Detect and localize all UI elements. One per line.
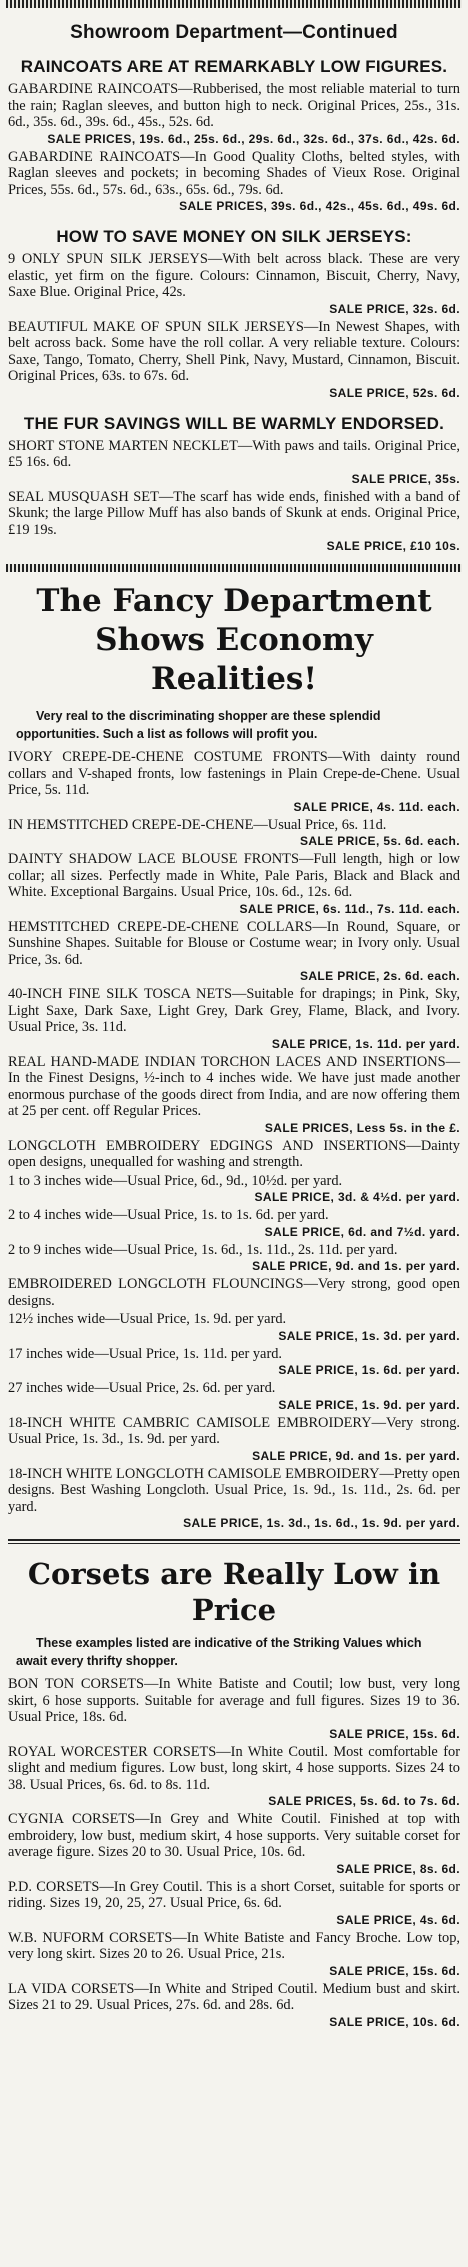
- top-border: [6, 0, 462, 8]
- item-text: IN HEMSTITCHED CREPE-DE-CHENE—Usual Price, 6s. 11d.: [8, 816, 387, 833]
- sale-price: SALE PRICE, 1s. 11d. per yard.: [271, 1036, 460, 1051]
- item-text: W.B. NUFORM CORSETS—In White Batiste and Fancy Broche. Low top, very long skirt. Sizes 20 to 26. Usual Price, 21s.: [8, 1929, 460, 1962]
- list-item: [8, 438, 460, 487]
- sale-price: SALE PRICE, 15s. 6d.: [329, 1963, 460, 1978]
- item-text: IVORY CREPE-DE-CHENE COSTUME FRONTS—With dainty round collars and V-shaped fronts, low fastenings in Plain Crepe-de-Chene. Usual Price, 5s. 11d.: [8, 749, 460, 798]
- list-item: [8, 81, 460, 147]
- item-text: 18-INCH WHITE LONGCLOTH CAMISOLE EMBROIDERY—Pretty open designs. Best Washing Longcloth. Usual Price, 1s. 9d., 1s. 11d., 2s. 6d. per yard.: [8, 1465, 460, 1515]
- list-item: [8, 251, 460, 317]
- list-item: [8, 919, 460, 985]
- item-text: 9 ONLY SPUN SILK JERSEYS—With belt across black. These are very elastic, yet firm on the figure. Colours: Cinnamon, Biscuit, Cherry, Navy, Saxe Blue. Original Price, 42s.: [8, 251, 460, 300]
- corsets-title: Corsets are Really Low in Price: [27, 1557, 441, 1627]
- item-text: LA VIDA CORSETS—In White and Striped Coutil. Medium bust and skirt. Sizes 21 to 29. Usual Prices, 27s. 6d. and 28s. 6d.: [8, 1980, 460, 2013]
- showroom-title: Showroom Department—Continued: [70, 22, 398, 43]
- list-item: [8, 851, 460, 917]
- item-text: REAL HAND-MADE INDIAN TORCHON LACES AND INSERTIONS—In the Finest Designs, ½-inch to 4 inches wide. We have just made another enormous purchase of the goods direct from India, and are now offering them at 25 per cent. off Regular Prices.: [8, 1053, 460, 1119]
- list-item: [8, 1930, 460, 1979]
- raincoats-heading: RAINCOATS ARE AT REMARKABLY LOW FIGURES.: [20, 57, 448, 76]
- sale-price: SALE PRICES, 39s. 6d., 42s., 45s. 6d., 49s. 6d.: [179, 199, 460, 213]
- sale-price: SALE PRICE, 15s. 6d.: [329, 1726, 460, 1741]
- item-text: ROYAL WORCESTER CORSETS—In White Coutil. Most comfortable for slight and medium figures. Low bust, long skirt, 4 hose supports. Sizes 24 to 38. Usual Prices, 6s. 6d. to 8s. 11d.: [8, 1743, 460, 1793]
- sale-price: SALE PRICE, 5s. 6d. each.: [299, 834, 460, 848]
- item-text: DAINTY SHADOW LACE BLOUSE FRONTS—Full length, high or low collar; all sizes. Perfectly made in White, Pale Paris, Black and Black and White. Exceptional Bargains. Usual Price, 10s. 6d., 12s. 6d.: [8, 851, 460, 900]
- list-item: [8, 1879, 460, 1928]
- item-text: LONGCLOTH EMBROIDERY EDGINGS AND INSERTIONS—Dainty open designs, unequalled for washing and strength.: [8, 1137, 460, 1170]
- item-text: SHORT STONE MARTEN NECKLET—With paws and tails. Original Price, £5 16s. 6d.: [8, 437, 460, 470]
- item-text: GABARDINE RAINCOATS—Rubberised, the most reliable material to turn the rain; Raglan sleeves, and button high to neck. Original Prices, 25s., 31s. 6d., 35s. 6d., 39s. 6d., 45s., 52s. 6d.: [8, 81, 460, 130]
- sale-price: SALE PRICE, 3d. & 4½d. per yard.: [254, 1190, 460, 1204]
- item-text: BON TON CORSETS—In White Batiste and Coutil; low bust, very long skirt, 6 hose supports. Suitable for average and full figures. Sizes 19 to 36. Usual Price, 18s. 6d.: [8, 1676, 460, 1725]
- list-item: [8, 1054, 460, 1136]
- fancy-intro: Very real to the discriminating shopper are these splendid opportunities. Such a list as follows will profit you.: [16, 709, 381, 741]
- item-text: 2 to 4 inches wide—Usual Price, 1s. to 1s. 6d. per yard.: [8, 1207, 329, 1223]
- item-text: SEAL MUSQUASH SET—The scarf has wide ends, finished with a band of Skunk; the large Pillow Muff has also bands of Skunk at ends. Original Price, £19 19s.: [8, 488, 460, 538]
- sale-price: SALE PRICE, 32s. 6d.: [329, 301, 460, 316]
- fancy-section: [8, 582, 460, 1531]
- item-text: 1 to 3 inches wide—Usual Price, 6d., 9d., 10½d. per yard.: [8, 1172, 343, 1189]
- sale-price: SALE PRICE, 1s. 6d. per yard.: [278, 1363, 460, 1377]
- sale-price: SALE PRICE, 1s. 3d., 1s. 6d., 1s. 9d. per yard.: [183, 1516, 460, 1530]
- sale-price: SALE PRICE, 2s. 6d. each.: [299, 969, 460, 983]
- list-item: [8, 149, 460, 215]
- item-text: EMBROIDERED LONGCLOTH FLOUNCINGS—Very strong, good open designs.: [8, 1276, 460, 1309]
- item-text: CYGNIA CORSETS—In Grey and White Coutil. Finished at top with embroidery, low bust, medium skirt, 4 hose supports. Very suitable corset for average figure. Sizes 20 to 30. Usual Price, 10s. 6d.: [8, 1811, 460, 1860]
- list-item: [8, 1242, 460, 1275]
- sale-price: SALE PRICES, 19s. 6d., 25s. 6d., 29s. 6d., 32s. 6d., 37s. 6d., 42s. 6d.: [47, 131, 460, 146]
- silk-jerseys-heading: HOW TO SAVE MONEY ON SILK JERSEYS:: [56, 227, 412, 246]
- list-item: [8, 319, 460, 401]
- list-item: [8, 1981, 460, 2030]
- section-divider: [8, 1539, 460, 1544]
- list-item: [8, 1415, 460, 1464]
- sale-price: SALE PRICE, 35s.: [351, 471, 460, 486]
- list-item: [8, 1138, 460, 1171]
- list-item: [8, 1466, 460, 1532]
- item-text: BEAUTIFUL MAKE OF SPUN SILK JERSEYS—In Newest Shapes, with belt across back. Some have the roll collar. A very reliable texture. Colours: Saxe, Tango, Tomato, Cherry, Shell Pink, Navy, Mustard, Cinnamon, Biscuit. Original Prices, 63s. to 67s. 6d.: [8, 318, 460, 384]
- sale-price: SALE PRICE, 52s. 6d.: [329, 385, 460, 400]
- sale-price: SALE PRICE, 4s. 6d.: [336, 1912, 460, 1927]
- item-text: HEMSTITCHED CREPE-DE-CHENE COLLARS—In Round, Square, or Sunshine Shapes. Suitable for Blouse or Costume wear; in Ivory only. Usual Price, 3s. 6d.: [8, 918, 460, 968]
- sale-price: SALE PRICE, 4s. 11d. each.: [293, 799, 460, 814]
- sale-price: SALE PRICES, Less 5s. in the £.: [264, 1120, 460, 1135]
- sale-price: SALE PRICE, 1s. 9d. per yard.: [278, 1397, 460, 1412]
- item-text: 40-INCH FINE SILK TOSCA NETS—Suitable for drapings; in Pink, Sky, Light Saxe, Dark Saxe, Light Grey, Dark Grey, Flame, Black, and Ivory. Usual Price, 3s. 11d.: [8, 986, 460, 1035]
- list-item: [8, 1676, 460, 1742]
- item-text: P.D. CORSETS—In Grey Coutil. This is a short Corset, suitable for sports or riding. Sizes 19, 20, 25, 27. Usual Price, 6s. 6d.: [8, 1878, 460, 1911]
- item-text: 27 inches wide—Usual Price, 2s. 6d. per yard.: [8, 1380, 276, 1396]
- list-item: [8, 1276, 460, 1309]
- item-text: 2 to 9 inches wide—Usual Price, 1s. 6d., 1s. 11d., 2s. 11d. per yard.: [8, 1241, 398, 1258]
- sale-price: SALE PRICE, 8s. 6d.: [336, 1861, 460, 1876]
- sale-price: SALE PRICE, £10 10s.: [326, 539, 460, 553]
- sale-price: SALE PRICES, 5s. 6d. to 7s. 6d.: [268, 1794, 460, 1808]
- item-text: 17 inches wide—Usual Price, 1s. 11d. per yard.: [8, 1345, 283, 1362]
- list-item: [8, 817, 460, 850]
- list-item: [8, 1207, 460, 1240]
- fancy-title: The Fancy Department Shows Economy Realities!: [36, 583, 432, 697]
- list-item: [8, 1346, 460, 1379]
- corsets-intro: These examples listed are indicative of the Striking Values which await every thrifty shopper.: [16, 1636, 422, 1668]
- list-item: [8, 986, 460, 1052]
- sale-price: SALE PRICE, 6s. 11d., 7s. 11d. each.: [239, 901, 460, 916]
- corsets-section: [8, 1556, 460, 2030]
- sale-price: SALE PRICE, 9d. and 1s. per yard.: [252, 1448, 460, 1463]
- list-item: [8, 1311, 460, 1344]
- item-text: 12½ inches wide—Usual Price, 1s. 9d. per yard.: [8, 1311, 287, 1327]
- item-text: GABARDINE RAINCOATS—In Good Quality Cloths, belted styles, with Raglan sleeves and pockets; in becoming Shades of Vieux Rose. Original Prices, 55s. 6d., 57s. 6d., 63s., 65s. 6d., 79s. 6d.: [8, 148, 460, 198]
- sale-price: SALE PRICE, 1s. 3d. per yard.: [278, 1328, 460, 1343]
- list-item: [8, 1811, 460, 1877]
- sale-price: SALE PRICE, 9d. and 1s. per yard.: [252, 1259, 460, 1273]
- showroom-section: [8, 22, 460, 554]
- list-item: [8, 749, 460, 815]
- list-item: [8, 489, 460, 555]
- sale-price: SALE PRICE, 6d. and 7½d. yard.: [264, 1224, 460, 1239]
- list-item: [8, 1173, 460, 1206]
- fur-savings-heading: THE FUR SAVINGS WILL BE WARMLY ENDORSED.: [23, 413, 445, 433]
- section-divider: [6, 564, 462, 572]
- item-text: 18-INCH WHITE CAMBRIC CAMISOLE EMBROIDERY—Very strong. Usual Price, 1s. 3d., 1s. 9d. per yard.: [8, 1414, 460, 1447]
- list-item: [8, 1380, 460, 1413]
- list-item: [8, 1744, 460, 1810]
- sale-price: SALE PRICE, 10s. 6d.: [329, 2014, 460, 2029]
